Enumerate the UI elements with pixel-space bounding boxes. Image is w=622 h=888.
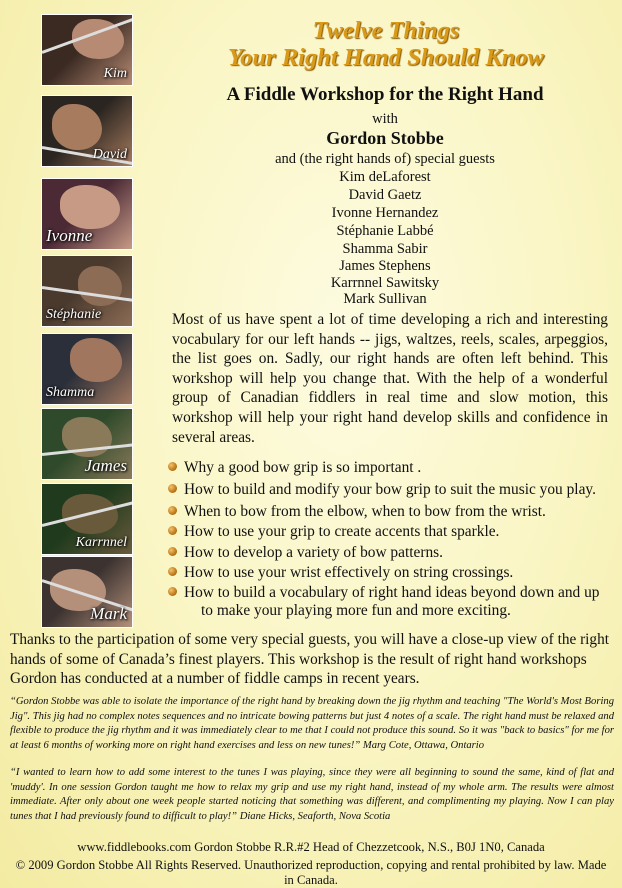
list-item: Why a good bow grip is so important . <box>168 459 421 477</box>
thumbnail-kim <box>41 14 133 86</box>
thumbnail-caption: David <box>92 147 127 162</box>
footer-copyright: © 2009 Gordon Stobbe All Rights Reserved. Unauthorized reproduction, copying and rental prohibited by law. Made in Canada. <box>15 858 607 887</box>
guest-name: Karrnnel Sawitsky <box>330 275 440 291</box>
list-item: How to use your grip to create accents that sparkle. <box>168 523 499 541</box>
guests-intro: and (the right hands of) special guests <box>275 151 495 167</box>
bullet-icon <box>168 547 177 556</box>
testimonial-2: “I wanted to learn how to add some interest to the tunes I was playing, since they were all beginning to sound the same, kind of flat and 'muddy'. In one session Gordon taught me how to relax my grip and use my right hand, instead of my whole arm. The results were almost immediate. After only about one week people started noticing that something was different, and complimenting my playing. Now I can play tunes that I had previously found to difficult to play!” Diane Hicks, Seaforth, Nova Scotia <box>10 767 614 822</box>
testimonial-1: “Gordon Stobbe was able to isolate the importance of the right hand by breaking down the jig rhythm and teaching "The World's Most Boring Jig". This jig had no complex notes sequences and no intricate bowing patterns but just 4 notes of a scale. The right hand must be relaxed and flexible to produce the jig rhythm and it was immediately clear to me that I could not produce this sound. So it was "back to basics" for me for at least 6 months of working more on right hand exercises and less on new tunes!” Marg Cote, Ottawa, Ontario <box>10 696 614 751</box>
list-item: When to bow from the elbow, when to bow from the wrist. <box>168 503 546 521</box>
thumbnail-caption: Shamma <box>46 385 95 400</box>
thumbnail-caption: James <box>84 456 127 475</box>
thumbnail-david <box>41 95 133 167</box>
bullet-icon <box>168 567 177 576</box>
guest-name: Mark Sullivan <box>343 291 427 307</box>
title-line-1: Twelve Things <box>312 17 460 44</box>
intro-paragraph: Most of us have spent a lot of time developing a rich and interesting vocabulary for our left hands -- jigs, waltzes, reels, scales, arpeggios, the list goes on. Sadly, our right hands are often left behind. This workshop will help you change that. With the help of a wonderful group of Canadian fiddlers in real time and slow motion, this workshop will help your right hand develop skills and confidence in several areas. <box>172 311 608 446</box>
list-item: How to develop a variety of bow patterns. <box>168 544 443 562</box>
guest-name: James Stephens <box>339 258 431 274</box>
list-item: How to build a vocabulary of right hand ideas beyond down and up to make your playing more fun and more exciting. <box>168 584 599 620</box>
list-item: How to build and modify your bow grip to suit the music you play. <box>168 481 596 499</box>
thumbnail-caption: Stéphanie <box>46 307 102 322</box>
thumbnail-caption: Kim <box>103 66 127 81</box>
guest-name: Stéphanie Labbé <box>336 223 434 239</box>
author-name: Gordon Stobbe <box>326 128 444 148</box>
guest-name: David Gaetz <box>348 187 422 203</box>
thumbnail-james <box>41 408 133 480</box>
thumbnail-caption: Karrnnel <box>75 535 127 550</box>
list-item-continuation: to make your playing more fun and more exciting. <box>201 602 511 619</box>
bullet-icon <box>168 526 177 535</box>
thanks-paragraph: Thanks to the participation of some very special guests, you will have a close-up view of the right hands of some of Canada’s finest players. This workshop is the result of right hand workshops Gordon has conducted at a number of fiddle camps in recent years. <box>10 631 609 688</box>
thumbnail-caption: Ivonne <box>46 226 93 245</box>
with-label: with <box>372 111 398 127</box>
subtitle: A Fiddle Workshop for the Right Hand <box>226 84 544 105</box>
thumbnail-mark <box>41 556 133 628</box>
guest-name: Shamma Sabir <box>342 241 428 257</box>
guest-name: Kim deLaforest <box>339 169 431 185</box>
thumbnail-karrnnel <box>41 483 133 555</box>
thumbnail-stephanie <box>41 255 133 327</box>
thumbnail-shamma <box>41 333 133 405</box>
bullet-icon <box>168 506 177 515</box>
footer-contact: www.fiddlebooks.com Gordon Stobbe R.R.#2 Head of Chezzetcook, N.S., B0J 1N0, Canada <box>77 840 545 854</box>
thumbnail-caption: Mark <box>90 604 127 623</box>
bullet-icon <box>168 462 177 471</box>
bullet-icon <box>168 587 177 596</box>
list-item: How to use your wrist effectively on string crossings. <box>168 564 513 582</box>
title-line-2: Your Right Hand Should Know <box>228 44 544 71</box>
thumbnail-ivonne <box>41 178 133 250</box>
guest-name: Ivonne Hernandez <box>331 205 439 221</box>
bullet-icon <box>168 484 177 493</box>
